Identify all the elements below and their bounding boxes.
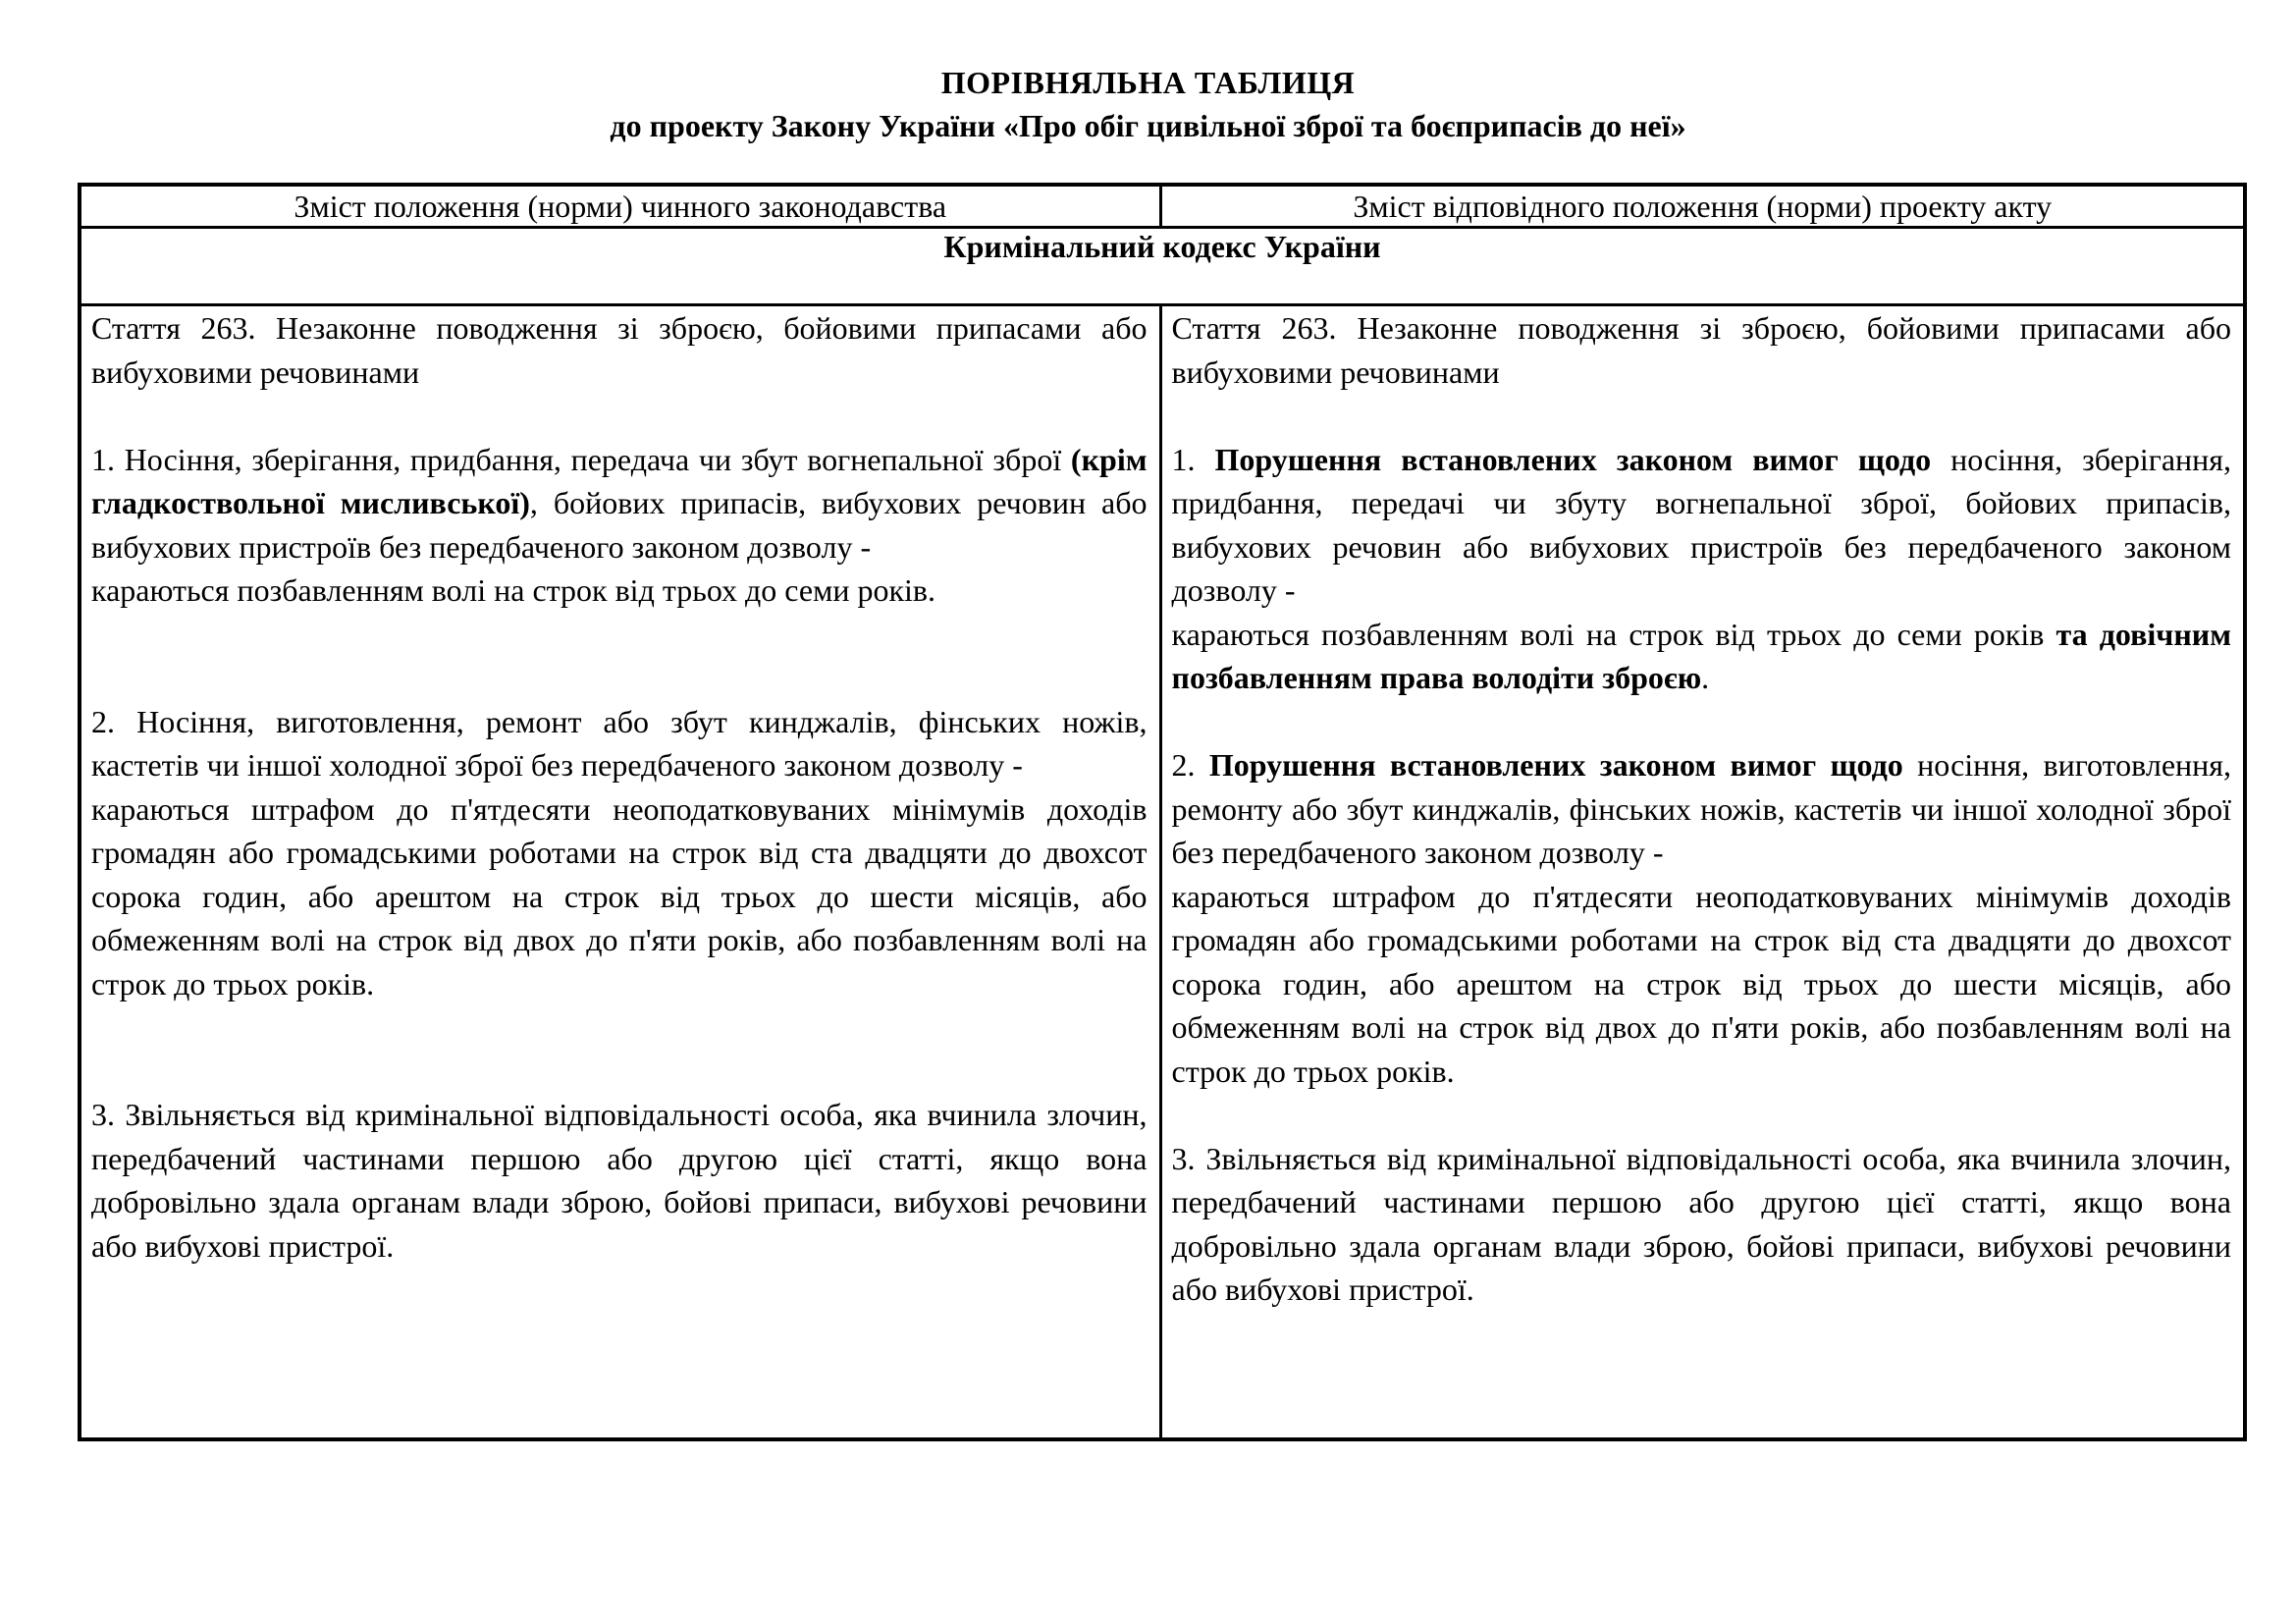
part-1-penalty-end: .	[1701, 660, 1710, 695]
part-2-bold-amendment: Порушення встановлених законом вимог щодо	[1208, 747, 1903, 783]
part-2-penalty: караються штрафом до п'ятдесяти неоподатковуваних мінімумів доходів громадян або громадськими роботами на строк від ста двадцяти до двохсот сорока годин, або арештом на строк від трьох до шести місяців, або обмеженням волі на строк від двох до п'яти років, або позбавленням волі на строк до трьох років.	[91, 790, 1148, 1001]
part-1-bold-amendment: Порушення встановлених законом вимог щодо	[1214, 441, 1932, 477]
comparison-table	[78, 183, 2247, 1441]
part-2-penalty: караються штрафом до п'ятдесяти неоподатковуваних мінімумів доходів громадян або громадськими роботами на строк від ста двадцяти до двохсот сорока годин, або арештом на строк від трьох до шести місяців, або обмеженням волі на строк від двох до п'яти років, або позбавленням волі на строк до трьох років.	[1171, 878, 2231, 1089]
part-2: 2. Носіння, виготовлення, ремонт або збут кинджалів, фінських ножів, кастетів чи іншої холодної зброї без передбаченого законом дозволу -	[91, 703, 1148, 783]
part-2-text: носіння, виготовлення, ремонту або збут кинджалів, фінських ножів, кастетів чи іншої холодної зброї без передбаченого законом дозволу -	[1171, 747, 2232, 870]
document-header	[0, 61, 2296, 147]
part-2-number: 2.	[1171, 747, 1209, 783]
part-1-penalty-text: караються позбавленням волі на строк від трьох до семи років	[1171, 616, 2045, 652]
header-row	[80, 185, 2245, 228]
part-1	[1172, 438, 2232, 613]
part-1-number: 1.	[1171, 441, 1215, 477]
content-row	[80, 305, 2245, 1440]
column-header-current-law: Зміст положення (норми) чинного законодавства	[80, 185, 1160, 228]
part-1-text: носіння, зберігання, придбання, передачі чи збуту вогнепальної зброї, бойових припасів, вибухових речовин або вибухових пристроїв без передбаченого законом дозволу -	[1171, 441, 2232, 608]
draft-act-cell	[1160, 305, 2245, 1440]
document-title: ПОРІВНЯЛЬНА ТАБЛИЦЯ	[940, 65, 1356, 100]
part-1-text-b: , бойових припасів, вибухових речовин або вибухових пристроїв без передбаченого законом дозволу -	[91, 485, 1148, 565]
part-3: 3. Звільняється від кримінальної відповідальності особа, яка вчинила злочин, передбачений частинами першою або другою цієї статті, якщо вона добровільно здала органам влади зброю, бойові припаси, вибухові речовини або вибухові пристрої.	[1171, 1140, 2231, 1307]
part-2	[1172, 743, 2232, 875]
article-heading: Стаття 263. Незаконне поводження зі зброєю, бойовими припасами або вибуховими речовинами	[91, 310, 1148, 390]
part-3: 3. Звільняється від кримінальної відповідальності особа, яка вчинила злочин, передбачений частинами першою або другою цієї статті, якщо вона добровільно здала органам влади зброю, бойові припаси, вибухові речовини або вибухові пристрої.	[91, 1097, 1148, 1264]
part-1-bold-exception: (крім гладкоствольної мисливської)	[91, 441, 1148, 520]
column-header-draft-act: Зміст відповідного положення (норми) проекту акту	[1160, 185, 2245, 228]
part-1-penalty: караються позбавленням волі на строк від трьох до семи років.	[91, 572, 936, 608]
current-law-cell	[80, 305, 1160, 1440]
section-title: Кримінальний кодекс України	[80, 228, 2245, 305]
part-1	[91, 438, 1148, 569]
part-1-penalty-bold: та довічним позбавленням права володіти зброєю	[1171, 616, 2232, 695]
document-subtitle: до проекту Закону України «Про обіг цивільної зброї та боєприпасів до неї»	[610, 108, 1686, 143]
part-1-text-a: 1. Носіння, зберігання, придбання, передача чи збут вогнепальної зброї	[91, 441, 1071, 477]
article-heading: Стаття 263. Незаконне поводження зі зброєю, бойовими припасами або вибуховими речовинами	[1171, 310, 2231, 390]
section-row	[80, 228, 2245, 305]
part-1-penalty	[1172, 613, 2232, 700]
